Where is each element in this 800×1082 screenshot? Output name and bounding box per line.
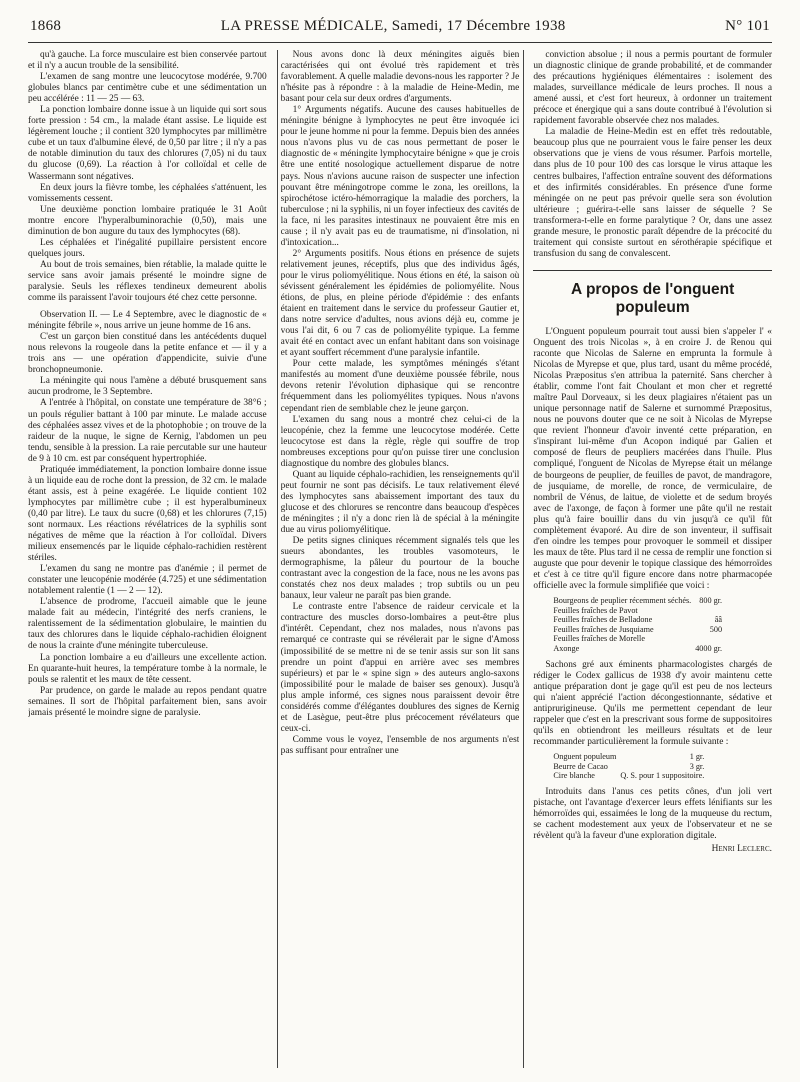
paragraph: Une deuxième ponction lombaire pratiquée le 31 Août montre encore l'hyperalbuminorachie (0,50), mais une diminution de bon augure du taux des lymphocytes (68). xyxy=(28,204,267,237)
paragraph: De petits signes cliniques récemment signalés tels que les sueurs abondantes, les troubles vasomoteurs, le dermographisme, la pâleur du pourtour de la bouche contrastant avec la congestion de la face, nous ne les avons pas constatés chez nos deux malades ; trop subtils ou un peu banaux, leur valeur ne paraît pas bien grande. xyxy=(280,536,520,602)
article-title: A propos de l'onguent populeum xyxy=(571,280,735,316)
formula-ingredient: Onguent populeum xyxy=(553,751,617,761)
formula-row xyxy=(551,771,706,781)
formula-quantity: Q. S. pour 1 suppositoire. xyxy=(620,771,705,781)
paragraph: Comme vous le voyez, l'ensemble de nos arguments n'est pas suffisant pour entraîner une xyxy=(280,734,520,756)
formula-ingredient: Axonge xyxy=(553,643,580,653)
page-number: 1868 xyxy=(30,18,62,34)
formula-quantity: ââ xyxy=(714,615,723,625)
formula-row xyxy=(551,752,706,762)
column-2 xyxy=(281,50,520,1072)
formula-row xyxy=(551,625,724,635)
article-separator xyxy=(533,270,772,271)
formula-row xyxy=(551,606,724,616)
header-rule xyxy=(28,42,772,43)
paragraph: La ponction lombaire donne issue à un liquide qui sort sous forte pression : 54 cm., la malade étant assise. Le liquide est légèrement louche ; il contient 320 lymphocytes par millimètre cube et un taux d'albumine élevé, de 0,50 par litre ; il n'y a pas de notable diminution du taux des chlorures (7,05) ni du taux du glucose (0,69). La réaction à l'or colloïdal et celle de Wassermann sont négatives. xyxy=(28,105,267,182)
formula-ingredient: Bourgeons de peuplier récemment séchés. xyxy=(553,596,692,606)
paragraph: C'est un garçon bien constitué dans les antécédents duquel nous relevons la rougeole dans la petite enfance et — il y a trois ans — une opération d'appendicite, suivie d'une bronchopneumonie. xyxy=(28,332,267,376)
paragraph: Le contraste entre l'absence de raideur cervicale et la contracture des muscles dorso-lombaires a peut-être plus d'intérêt. Cependant, chez nos malades, nous n'avons pas remarqué ce contraste qui se révélerait par le signe d'Amoss (impossibilité de se mettre ni de se tenir assis sur son lit sans prendre un point d'appui en arrière avec ses membres supérieurs) et par le « spine sign » des auteurs anglo-saxons (impossibilité pour le malade de baiser ses genoux). Jusqu'à plus ample informé, ces signes nous paraissent devoir être considérés comme d'élégantes doublures des signes de Kernig et de Lasègue, peut-être plus précocement révélateurs que ceux-ci. xyxy=(280,602,520,734)
paragraph: La méningite qui nous l'amène a débuté brusquement sans aucun prodrome, le 3 Septembre. xyxy=(28,376,267,398)
formula-ingredient: Feuilles fraîches de Pavot xyxy=(553,605,638,615)
formula-row xyxy=(551,644,724,654)
author-signature: Henri Leclerc. xyxy=(711,843,772,854)
formula-ingredient: Feuilles fraîches de Jusquiame xyxy=(553,624,654,634)
paragraph: L'Onguent populeum pourrait tout aussi bien s'appeler l' « Onguent des trois Nicolas », à en croire J. de Renou qui raconte que Nicolas de Salerne en emprunta la formule à Nicolas de Myrepse et que, plus tard, usant du même procédé, Nicolas Præpositus s'en attribua la paternité. Sans chercher à établir, comme l'ont fait Choulant et mon cher et regretté maître Paul Dorveaux, si les deux plagiaires n'étaient pas un unique personnage natif de Salerne et surnommé Præpositus, nous ne pouvons douter que ce ne soit à Nicolas de Myrepse que revient l'honneur d'avoir inventé cette préparation, en s'inspirant lui-même d'un Acopon indiqué par Galien et composé de fleurs de peupliers macérées dans l'huile. Plus compliqué, l'onguent de Nicolas de Myrepse était un mélange de bourgeons de peuplier, de feuilles de pavot, de mandragore, de jusquiame, de morelle, de ronce, de vermiculaire, de nombril de Vénus, de laitue, de violette et de sedum broyés avec de l'axonge, de façon à former une pâte qu'il ne restait plus qu'à faire bouillir dans du vin jusqu'à ce qu'il fût complètement évaporé. Au dire de son inventeur, il suffisait d'en oindre les tempes pour provoquer le sommeil et dissiper les maux de tête. Plus tard il ne cessa de remplir une fonction si auguste que pour devenir le topique classique des hémorroïdes et c'est à ce titre qu'il figure encore dans notre pharmacopée officielle avec la formule simplifiée que voici : xyxy=(533,326,772,591)
column-3 xyxy=(533,50,772,1072)
paragraph: En deux jours la fièvre tombe, les céphalées s'atténuent, les vomissements cessent. xyxy=(28,182,267,204)
article-paragraph: Introduits dans l'anus ces petits cônes, d'un joli vert pistache, ont l'avantage d'exercer leurs effets lénifiants sur les hémorroïdes qui, essaimées le long de la muqueuse du rectum, se cachent modestement aux yeux de l'observateur et ne se révèlent qu'à la faveur d'une exploration digitale. xyxy=(533,786,772,841)
paragraph: L'examen de sang montre une leucocytose modérée, 9.700 globules blancs par centimètre cube et une sédimentation un peu accélérée : 11 — 25 — 63. xyxy=(28,72,267,105)
article-continuation xyxy=(533,50,772,260)
journal-title: LA PRESSE MÉDICALE, Samedi, 17 Décembre 1938 xyxy=(220,18,566,34)
formula-row xyxy=(551,634,724,644)
paragraph: qu'à gauche. La force musculaire est bien conservée partout et il n'y a aucun trouble de la sensibilité. xyxy=(28,50,267,72)
formula-ingredient: Feuilles fraîches de Morelle xyxy=(553,634,645,644)
paragraph: La ponction lombaire a eu d'ailleurs une excellente action. En quarante-huit heures, la température tombe à la normale, le pouls se ralentit et les maux de tête cessent. xyxy=(28,652,267,685)
formula-table-2 xyxy=(551,752,706,781)
running-header xyxy=(30,18,770,40)
columns xyxy=(28,50,772,1072)
paragraph: Par prudence, on garde le malade au repos pendant quatre semaines. Il sort de l'hôpital parfaitement bien, sans avoir jamais présenté le moindre signe de paralysie. xyxy=(28,685,267,718)
paragraph: Les céphalées et l'inégalité pupillaire persistent encore quelques jours. xyxy=(28,237,267,259)
issue-number: N° 101 xyxy=(725,18,770,34)
formula-row xyxy=(551,596,724,606)
formula-quantity: 500 xyxy=(709,624,723,634)
formula-quantity: 4000 gr. xyxy=(695,643,723,653)
paragraph: Pour cette malade, les symptômes méningés s'étant manifestés au moment d'une deuxième poussée fébrile, nous devons retenir l'évolution diphasique qui se rencontre fréquemment dans les poliomyélites typiques. Nous n'avons cependant rien de semblable chez le jeune garçon. xyxy=(280,359,520,414)
paragraph: 1° Arguments négatifs. Aucune des causes habituelles de méningite bénigne à lymphocytes ne peut être invoquée ici pour le jeune homme ni pour la femme. Depuis bien des années nous n'avons plus vu de cas nous permettant de poser le diagnostic de « méningite lymphocytaire bénigne » que je crois être une entité nosologique actuellement disparue de notre pays. Nous n'avions aucune raison de suspecter une infection pouvant être méningotrope comme le zona, les oreillons, la spirochétose ictéro-hémorragique la maladie des porchers, la tuberculose ; ni la syphilis, ni un foyer infectieux des cavités de la face, ni les parasites intestinaux ne pouvaient être mis en cause ; il n'y avait pas eu de traumatisme, ni d'insolation, ni d'intoxication... xyxy=(280,105,520,248)
formula-ingredient: Cire blanche xyxy=(553,771,595,781)
formula-row xyxy=(551,615,724,625)
paragraph: Pratiquée immédiatement, la ponction lombaire donne issue à un liquide eau de roche dont la pression, de 32 cm. le malade étant assis, est à peine exagérée. Le liquide contient 102 lymphocytes par millimètre cube ; il est hyperalbumineux (0,40 par litre). Le taux du sucre (0,68) et les chlorures (7,15) sont normaux. Les réactions révélatrices de la syphilis sont négatives de même que la réaction à l'or colloïdal. Divers milieux ensemencés par le liquide céphalo-rachidien restèrent stériles. xyxy=(28,464,267,564)
formula-ingredient: Beurre de Cacao xyxy=(553,761,608,771)
paragraph: conviction absolue ; il nous a permis pourtant de formuler un diagnostic clinique de grande probabilité, et de commander des précautions hygiéniques élémentaires : isolement des malades, surveillance médicale de leurs proches. Il nous a amené aussi, et c'est fort heureux, à ordonner un traitement précoce et énergique qui a sans doute contribué à l'évolution si rapidement favorable observée chez nos malades. xyxy=(533,50,772,127)
formula-quantity: 800 gr. xyxy=(699,596,723,606)
formula-quantity: 3 gr. xyxy=(689,761,705,771)
paragraph: La maladie de Heine-Medin est en effet très redoutable, beaucoup plus que ne pourraient vous le faire penser les deux observations que je viens de vous résumer. Parfois mortelle, dans plus de 10 pour 100 des cas lorsque le virus attaque les centres bulbaires, l'affection entraîne souvent des déformations et des infirmités considérables. En présence d'une forme méningée on ne peut pas prévoir quelle sera son évolution ultérieure ; guérira-t-elle sans laisser de séquelle ? Se transformera-t-elle en forme paralytique ? Or, dans une assez grande mesure, le pronostic paraît dépendre de la précocité du traitement qui consiste surtout en sérothérapie spécifique et transfusion du sang de convalescent. xyxy=(533,127,772,259)
paragraph: L'absence de prodrome, l'accueil aimable que le jeune malade fait au médecin, l'intégrité des nerfs craniens, le ralentissement de la sédimentation globulaire, le maintien du taux des chlorures dans le liquide céphalo-rachidien éloignent de nous la crainte d'une méningite tuberculeuse. xyxy=(28,597,267,652)
paragraph: L'examen du sang nous a montré chez celui-ci de la leucopénie, chez la femme une leucocytose modérée. Cette leucocytose est dans la règle, règle qui souffre de trop nombreuses exceptions pour qu'on puisse tirer une conclusion diagnostique du nombre des globules blancs. xyxy=(280,414,520,469)
formula-row xyxy=(551,762,706,772)
formula-quantity: 1 gr. xyxy=(689,751,705,761)
column-1 xyxy=(28,50,267,1072)
article-paragraph: Sachons gré aux éminents pharmacologistes chargés de rédiger le Codex gallicus de 1938 d'y avoir maintenu cette antique préparation dont je gage qu'il est peu de nos lecteurs qui n'aient apprécié l'action décongestionnante, sédative et antiprurigineuse. Qu'ils me permettent cependant de leur rappeler que c'est en la prescrivant sous forme de suppositoires qu'ils en obtiendront les meilleurs résultats et de leur recommander particulièrement la formule suivante : xyxy=(533,659,772,747)
formula-table-1 xyxy=(551,596,724,654)
paragraph: A l'entrée à l'hôpital, on constate une température de 38°6 ; un pouls régulier battant à 100 par minute. Le malade accuse des céphalées assez vives et de la photophobie ; on trouve de la raideur de la nuque, le signe de Kernig, l'abdomen un peu tendu, sensible à la pression. La raie percutable sur une hauteur de 9 à 10 cm. est par conséquent hypertrophiée. xyxy=(28,398,267,464)
paragraph: Au bout de trois semaines, bien rétablie, la malade quitte le service sans avoir jamais présenté le moindre signe de paralysie. Seuls les réflexes tendineux demeurent abolis comme ils paraissent l'avoir toujours été chez cette personne. xyxy=(28,259,267,304)
paragraph: L'examen du sang ne montre pas d'anémie ; il permet de constater une leucopénie modérée (4.725) et une sédimentation notablement ralentie (1 — 2 — 12). xyxy=(28,564,267,597)
paragraph: Nous avons donc là deux méningites aiguës bien caractérisées qui ont évolué très rapidement et très favorablement. A quelle maladie devons-nous les rapporter ? Je n'hésite pas à répondre : à la maladie de Heine-Medin, me basant pour cela sur deux ordres d'arguments. xyxy=(280,50,520,105)
paragraph: Observation II. — Le 4 Septembre, avec le diagnostic de « méningite fébrile », nous arrive un jeune homme de 16 ans. xyxy=(28,310,267,332)
formula-ingredient: Feuilles fraîches de Belladone xyxy=(553,615,653,625)
paragraph: 2° Arguments positifs. Nous étions en présence de sujets relativement jeunes, réceptifs, plus que des individus âgés, pour le virus poliomyélitique. Nous étions en été, la saison où sévissent généralement les épidémies de poliomyélite. Nous étions, de plus, en pleine période d'épidémie : des enfants étaient en traitement dans le service du professeur Gautier et, dans notre service d'adultes, nous avions déjà eu, comme je vous l'ai dit, 6 ou 7 cas de poliomyélite typique. La femme avait été en contact avec un enfant habitant dans son voisinage et ayant souffert récemment d'une paralysie infantile. xyxy=(280,248,520,359)
formula-quantity xyxy=(693,634,724,644)
paragraph: Quant au liquide céphalo-rachidien, les renseignements qu'il peut fournir ne sont pas décisifs. Le taux relativement élevé des lymphocytes sans abaissement important des taux du glucose et des chlorures se rencontre dans beaucoup d'espèces de méningites ; il n'y a donc rien là de spécial à la méningite due au virus poliomyélitique. xyxy=(280,469,520,536)
formula-quantity xyxy=(693,606,724,616)
article-body xyxy=(533,327,772,592)
